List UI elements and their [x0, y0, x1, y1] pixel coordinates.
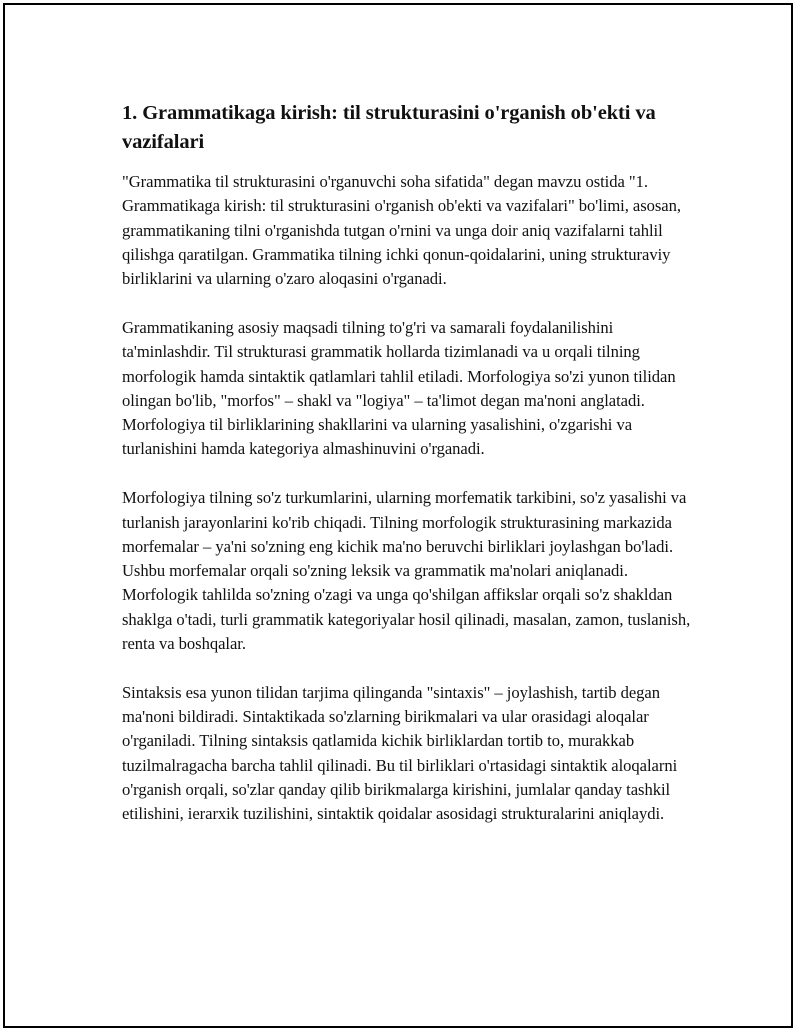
paragraph-1: "Grammatika til strukturasini o'rganuvchi soha sifatida" degan mavzu ostida "1. Grammatikaga kirish: til strukturasini o'rganish ob'ekti va vazifalari" bo'limi, asosan, grammatikaning tilni o'rganishda tutgan o'rnini va unga doir aniq vazifalarni tahlil qilishga qaratilgan. Grammatika tilning ichki qonun-qoidalarini, uning strukturaviy birliklarini va ularning o'zaro aloqasini o'rganadi. — [122, 172, 681, 289]
paragraph-2: Grammatikaning asosiy maqsadi tilning to'g'ri va samarali foydalanilishini ta'minlashdir. Til strukturasi grammatik hollarda tizimlanadi va u orqali tilning morfologik hamda sintaktik qatlamlari tahlil etiladi. Morfologiya so'zi yunon tilidan olingan bo'lib, "morfos" – shakl va "logiya" – ta'limot degan ma'noni anglatadi. Morfologiya til birliklarining shakllarini va ularning yasalishini, o'zgarishi va turlanishini hamda kategoriya almashinuvini o'rganadi. — [122, 317, 676, 459]
section-title: 1. Grammatikaga kirish: til strukturasini o'rganish ob'ekti va vazifalari — [122, 102, 656, 153]
paragraph-4: Sintaksis esa yunon tilidan tarjima qilinganda "sintaxis" – joylashish, tartib degan ma'noni bildiradi. Sintaktikada so'zlarning birikmalari va ular orasidagi aloqalar o'rganiladi. Tilning sintaksis qatlamida kichik birliklardan tortib to, murakkab tuzilmalragacha barcha tahlil qilinadi. Bu til birliklari o'rtasidagi sintaktik aloqalarni o'rganish orqali, so'zlar qanday qilib birikmalarga kirishini, jumlalar qanday tashkil etilishini, ierarxik tuzilishini, sintaktik qoidalar asosidagi strukturalarini aniqlaydi. — [122, 682, 678, 824]
paragraph-3: Morfologiya tilning so'z turkumlarini, ularning morfematik tarkibini, so'z yasalishi va turlanish jarayonlarini ko'rib chiqadi. Tilning morfologik strukturasining markazida morfemalar – ya'ni so'zning eng kichik ma'no beruvchi birliklari joylashgan bo'ladi. Ushbu morfemalar orqali so'zning leksik va grammatik ma'nolari aniqlanadi. Morfologik tahlilda so'zning o'zagi va unga qo'shilgan affikslar orqali so'z shakldan shaklga o'tadi, turli grammatik kategoriyalar hosil qilinadi, masalan, zamon, tuslanish, renta va boshqalar. — [122, 488, 691, 654]
page-frame — [3, 3, 793, 1028]
document-body — [122, 99, 697, 851]
